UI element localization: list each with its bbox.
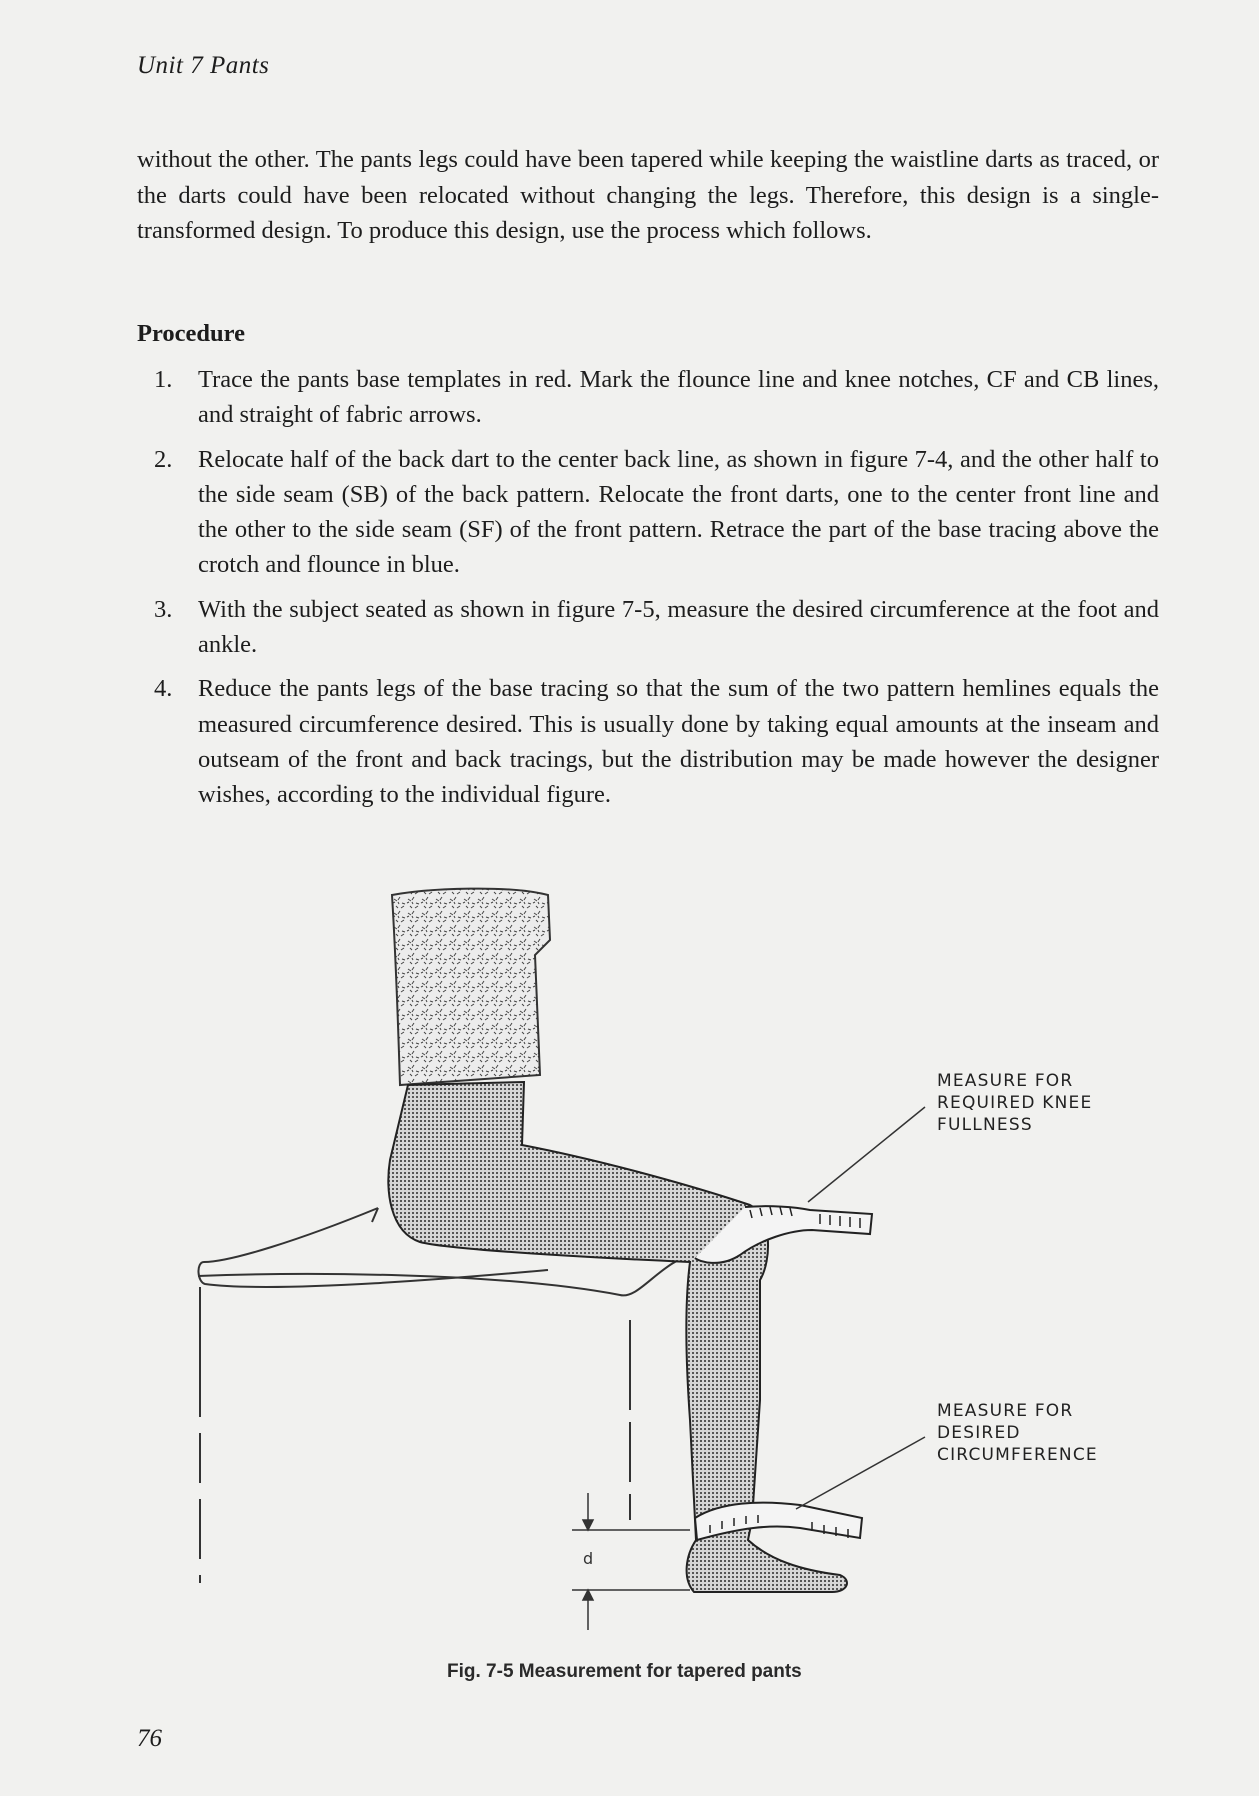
- callout-line: MEASURE FOR: [937, 1401, 1074, 1421]
- step-number: 3.: [154, 595, 173, 623]
- step-text: Trace the pants base templates in red. Mark the flounce line and knee notches, CF and CB lines, and straight of fabric arrows.: [198, 366, 1159, 429]
- knee-callout-leader: [808, 1107, 925, 1202]
- knee-callout-label: [937, 1070, 1092, 1136]
- figure-caption: Fig. 7-5 Measurement for tapered pants: [447, 1661, 802, 1682]
- callout-line: REQUIRED KNEE: [937, 1093, 1093, 1113]
- callout-line: MEASURE FOR: [937, 1071, 1074, 1091]
- procedure-step: [137, 671, 1159, 812]
- step-number: 4.: [154, 675, 173, 703]
- callout-line: DESIRED: [937, 1423, 1021, 1443]
- step-text: Reduce the pants legs of the base tracing so that the sum of the two pattern hemlines equals the measured circumference desired. This is usually done by taking equal amounts at the inseam and outseam of the front and back tracings, but the distribution may be made however the designer wishes, according to the individual figure.: [198, 675, 1159, 809]
- procedure-step: [137, 442, 1159, 583]
- procedure-heading: Procedure: [137, 320, 245, 347]
- ankle-tape-measure: [695, 1503, 862, 1540]
- dimension-d-label: d: [583, 1549, 594, 1568]
- step-number: 2.: [154, 445, 173, 473]
- step-text: Relocate half of the back dart to the center back line, as shown in figure 7-4, and the other half to the side seam (SB) of the back pattern. Relocate the front darts, one to the center front line and the other to the side seam (SF) of the front pattern. Retrace the part of the base tracing above the crotch and flounce in blue.: [198, 445, 1159, 579]
- callout-line: CIRCUMFERENCE: [937, 1445, 1098, 1465]
- running-head: Unit 7 Pants: [137, 52, 270, 79]
- step-text: With the subject seated as shown in figure 7-5, measure the desired circumference at the foot and ankle.: [198, 595, 1159, 659]
- ankle-callout-label: [937, 1400, 1098, 1466]
- ankle-callout-leader: [796, 1437, 925, 1509]
- chair: [198, 1208, 700, 1583]
- procedure-step: [137, 362, 1159, 433]
- intro-paragraph: without the other. The pants legs could have been tapered while keeping the waistline darts as traced, or the darts could have been relocated without changing the legs. Therefore, this design is a single-transformed design. To produce this design, use the process which follows.: [137, 146, 1159, 244]
- procedure-list: [137, 362, 1159, 822]
- procedure-step: [137, 592, 1159, 663]
- pants-garment: [392, 889, 550, 1085]
- page-number: 76: [137, 1725, 162, 1752]
- step-number: 1.: [154, 366, 173, 393]
- callout-line: FULLNESS: [937, 1115, 1033, 1135]
